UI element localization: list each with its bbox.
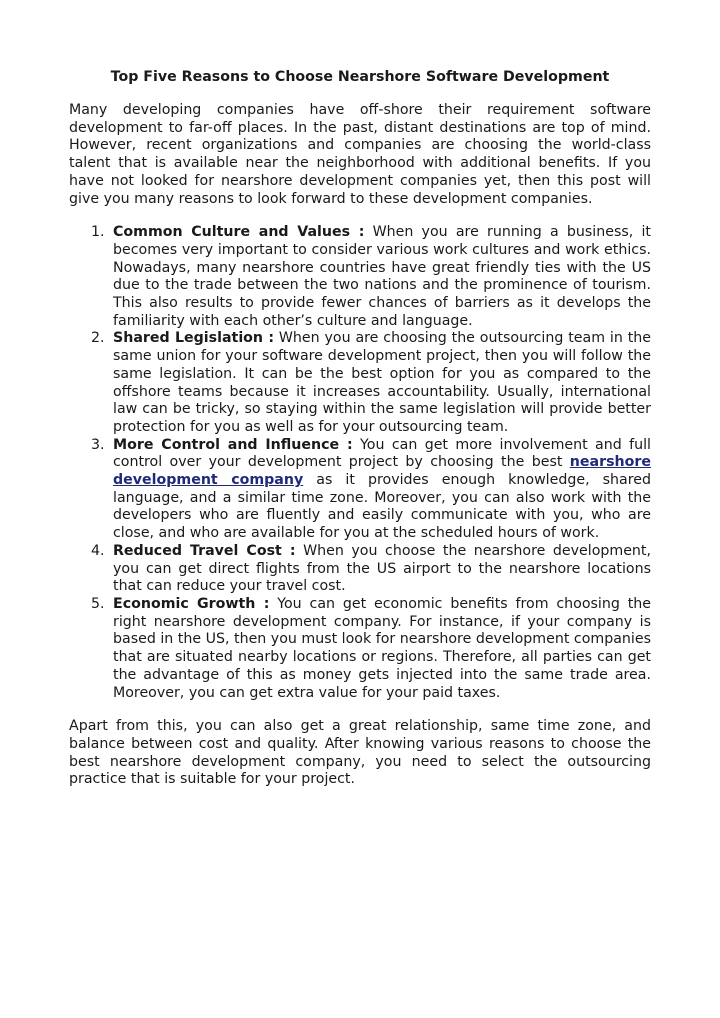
reasons-list bbox=[69, 224, 651, 702]
document-page bbox=[69, 66, 651, 789]
intro-paragraph: Many developing companies have off-shore their requirement software development to far-off places. In the past, distant destinations are top of mind. However, recent organizations and companies are choosing the world-class talent that is available near the neighborhood with additional benefits. If you have not looked for nearshore development companies yet, then this post will give you many reasons to look forward to these development companies. bbox=[69, 102, 651, 207]
conclusion-paragraph: Apart from this, you can also get a great relationship, same time zone, and balance between cost and quality. After knowing various reasons to choose the best nearshore development company, you need to select the outsourcing practice that is suitable for your project. bbox=[69, 718, 651, 788]
list-number: 2. bbox=[91, 330, 105, 347]
list-item-heading: Shared Legislation : bbox=[113, 330, 275, 347]
list-number: 3. bbox=[91, 436, 105, 453]
list-item-text: When you are choosing the outsourcing team in the same union for your software development project, then you will follow the same legislation. It can be the best option for you as compared to the offshore teams because it increases accountability. Usually, international law can be tricky, so staying within the same legislation will provide better protection for you as well as for your outsourcing team. bbox=[113, 330, 651, 435]
list-item-heading: Economic Growth : bbox=[113, 595, 270, 612]
page-title: Top Five Reasons to Choose Nearshore Software Development bbox=[110, 69, 610, 85]
list-item-text: When you are running a business, it becomes very important to consider various work cultures and work ethics. Nowadays, many nearshore countries have great friendly ties with the US due to the trade between the two nations and the prominence of tourism. This also results to provide fewer chances of barriers as it develops the familiarity with each other’s culture and language. bbox=[113, 224, 651, 329]
list-item-text: You can get economic benefits from choosing the right nearshore development company. For instance, if your company is based in the US, then you must look for nearshore development companies that are situated nearby locations or regions. Therefore, all parties can get the advantage of this as money gets injected into the same trade area. Moreover, you can get extra value for your paid taxes. bbox=[113, 595, 651, 701]
list-number: 1. bbox=[91, 224, 105, 241]
list-item-text: as it provides enough knowledge, shared language, and a similar time zone. Moreover, you can also work with the developers who are fluently and easily communicate with you, who are close, and who are available for you at the scheduled hours of work. bbox=[113, 472, 651, 542]
list-number: 5. bbox=[91, 595, 105, 612]
list-item-common-culture bbox=[69, 224, 651, 330]
list-item-heading: Common Culture and Values : bbox=[113, 224, 365, 241]
list-item-text: You can get more involvement and full control over your development project by choosing the best bbox=[113, 436, 651, 471]
nearshore-development-company-link[interactable]: nearshore development company bbox=[113, 454, 651, 489]
list-item-text: When you choose the nearshore development, you can get direct flights from the US airport to the nearshore locations that can reduce your travel cost. bbox=[113, 542, 651, 595]
list-item-economic-growth bbox=[69, 596, 651, 702]
list-item-heading: Reduced Travel Cost : bbox=[113, 542, 296, 559]
list-item-heading: More Control and Influence : bbox=[113, 436, 353, 453]
list-item-shared-legislation bbox=[69, 330, 651, 436]
list-item-more-control bbox=[69, 437, 651, 543]
list-item-reduced-travel-cost bbox=[69, 543, 651, 596]
list-number: 4. bbox=[91, 542, 105, 559]
